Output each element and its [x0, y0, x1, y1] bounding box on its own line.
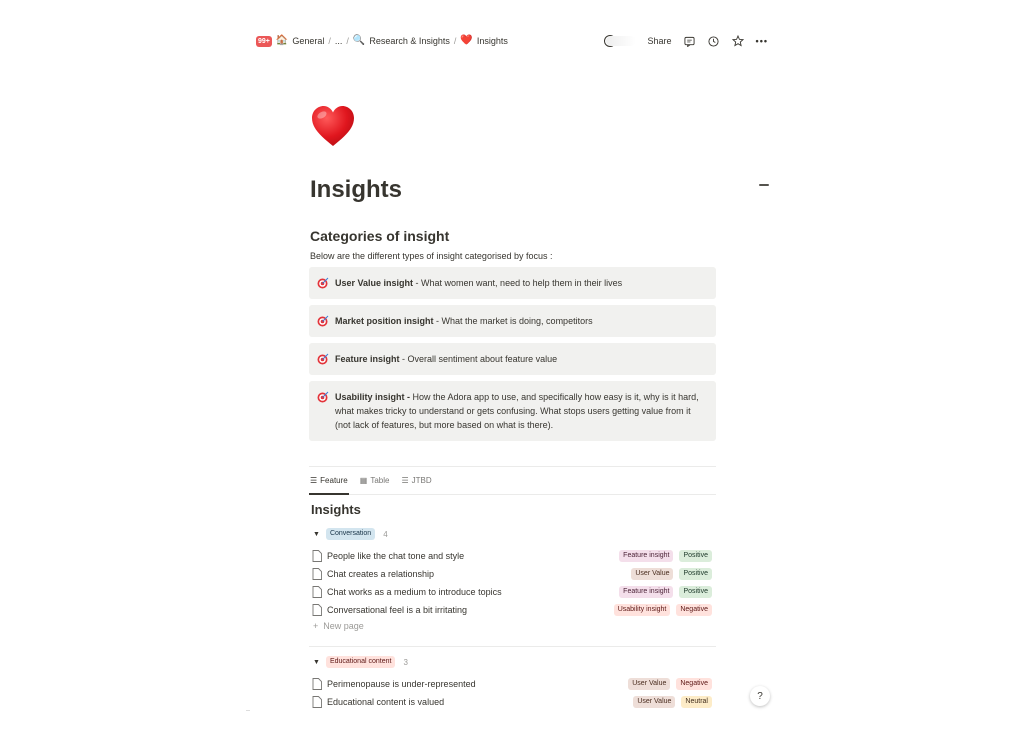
callout-title: User Value insight	[335, 278, 414, 288]
star-icon[interactable]	[732, 35, 744, 47]
page-icon	[312, 678, 322, 690]
new-page-button[interactable]	[313, 621, 364, 631]
table-row[interactable]	[312, 602, 712, 618]
new-page-label: New page	[323, 621, 364, 631]
collaborators[interactable]	[604, 35, 636, 47]
row-tags	[619, 550, 712, 562]
dart-target-icon	[317, 315, 329, 327]
callout-text	[335, 276, 622, 290]
page-icon	[312, 696, 322, 708]
breadcrumb-insights[interactable]: Insights	[476, 36, 508, 46]
callout-title: Feature insight	[335, 354, 400, 364]
callout-body: How the Adora app to use, and specifically how easy is it, why is it hard, what makes tricky to understand or gets confusing. What stops users getting value from it (not lack of features, but more based on what is there).	[335, 392, 699, 430]
table-row[interactable]	[312, 548, 712, 564]
callout-text	[335, 352, 557, 366]
breadcrumb	[256, 36, 508, 47]
callout-title: Usability insight -	[335, 392, 413, 402]
help-button[interactable]	[750, 686, 770, 706]
row-tags	[614, 604, 712, 616]
breadcrumb-general[interactable]: General	[292, 36, 325, 46]
row-title: Educational content is valued	[327, 697, 445, 707]
magnifier-icon: 🔍	[352, 35, 366, 46]
callout-text	[335, 314, 593, 328]
top-bar	[256, 32, 768, 50]
table-row[interactable]	[312, 584, 712, 600]
page-icon	[312, 550, 322, 562]
more-icon[interactable]: •••	[755, 36, 768, 46]
comment-icon[interactable]	[684, 35, 696, 47]
tab-label: Feature	[320, 476, 348, 485]
breadcrumb-separator: /	[453, 36, 457, 46]
tab-jtbd[interactable]	[400, 467, 432, 494]
notification-badge[interactable]: 99+	[258, 37, 270, 45]
callout-body: - What the market is doing, competitors	[433, 316, 593, 326]
row-tags	[631, 568, 712, 580]
sentiment-tag: Positive	[679, 550, 712, 562]
breadcrumb-separator: /	[328, 36, 331, 46]
row-title: Perimenopause is under-represented	[327, 679, 476, 689]
type-tag: Feature insight	[619, 586, 673, 598]
group-header-conversation[interactable]	[313, 528, 388, 540]
callout-text	[335, 390, 704, 432]
page-icon	[312, 604, 322, 616]
row-title: Chat creates a relationship	[327, 569, 435, 579]
page-icon	[312, 568, 322, 580]
breadcrumb-ellipsis[interactable]: ...	[334, 36, 343, 46]
caret-down-icon[interactable]: ▼	[313, 530, 320, 538]
table-row[interactable]	[312, 566, 712, 582]
avatar-faded	[606, 36, 636, 46]
row-tags	[628, 678, 712, 690]
categories-heading: Categories of insight	[310, 228, 450, 244]
breadcrumb-separator: /	[346, 36, 349, 46]
table-row[interactable]	[312, 694, 712, 710]
intro-text: Below are the different types of insight categorised by focus :	[310, 251, 553, 261]
sentiment-tag: Positive	[679, 586, 712, 598]
breadcrumb-research[interactable]: Research & Insights	[369, 36, 450, 46]
database-view-tabs	[309, 466, 716, 495]
row-tags	[633, 696, 712, 708]
row-title: Chat works as a medium to introduce topics	[327, 587, 502, 597]
list-icon: ☰	[310, 476, 318, 485]
help-label: ?	[757, 690, 763, 702]
row-tags	[619, 586, 712, 598]
row-title: People like the chat tone and style	[327, 551, 465, 561]
share-button[interactable]: Share	[647, 36, 672, 46]
dart-target-icon	[317, 277, 329, 289]
scroll-marker	[246, 710, 250, 711]
sentiment-tag: Positive	[679, 568, 712, 580]
list-icon: ☰	[401, 476, 409, 485]
sentiment-tag: Neutral	[681, 696, 712, 708]
caret-down-icon[interactable]: ▼	[313, 658, 320, 666]
tab-table[interactable]	[359, 467, 391, 494]
clock-icon[interactable]	[708, 35, 720, 47]
type-tag: User Value	[633, 696, 675, 708]
tab-feature[interactable]	[309, 467, 349, 494]
callout-body: - What women want, need to help them in their lives	[413, 278, 623, 288]
plus-icon: +	[313, 621, 319, 631]
table-row[interactable]	[312, 676, 712, 692]
tab-label: Table	[370, 476, 390, 485]
group-count: 4	[383, 529, 388, 539]
callout-usability[interactable]	[309, 381, 716, 441]
group-tag: Educational content	[326, 656, 396, 668]
sentiment-tag: Negative	[676, 604, 712, 616]
house-icon: 🏠	[275, 35, 289, 46]
type-tag: User Value	[631, 568, 673, 580]
callout-market-position[interactable]	[309, 305, 716, 337]
page-icon	[312, 586, 322, 598]
group-tag: Conversation	[326, 528, 375, 540]
callout-title: Market position insight	[335, 316, 434, 326]
group-header-educational[interactable]	[313, 656, 408, 668]
page-title[interactable]: Insights	[310, 176, 403, 203]
dart-target-icon	[317, 353, 329, 365]
heart-icon: ❤️	[460, 35, 473, 46]
type-tag: Feature insight	[619, 550, 673, 562]
type-tag: Usability insight	[614, 604, 671, 616]
top-actions	[604, 35, 768, 47]
type-tag: User Value	[628, 678, 670, 690]
callout-user-value[interactable]	[309, 267, 716, 299]
callout-body: - Overall sentiment about feature value	[399, 354, 558, 364]
sentiment-tag: Negative	[676, 678, 712, 690]
callout-feature[interactable]	[309, 343, 716, 375]
divider	[309, 646, 716, 647]
table-icon: ▦	[359, 476, 368, 485]
page-heart-icon[interactable]	[310, 104, 356, 150]
row-title: Conversational feel is a bit irritating	[327, 605, 468, 615]
tab-label: JTBD	[411, 476, 432, 485]
table-of-contents-icon[interactable]	[759, 184, 769, 186]
database-title[interactable]: Insights	[311, 502, 361, 517]
group-count: 3	[403, 657, 408, 667]
dart-target-icon	[317, 391, 329, 403]
